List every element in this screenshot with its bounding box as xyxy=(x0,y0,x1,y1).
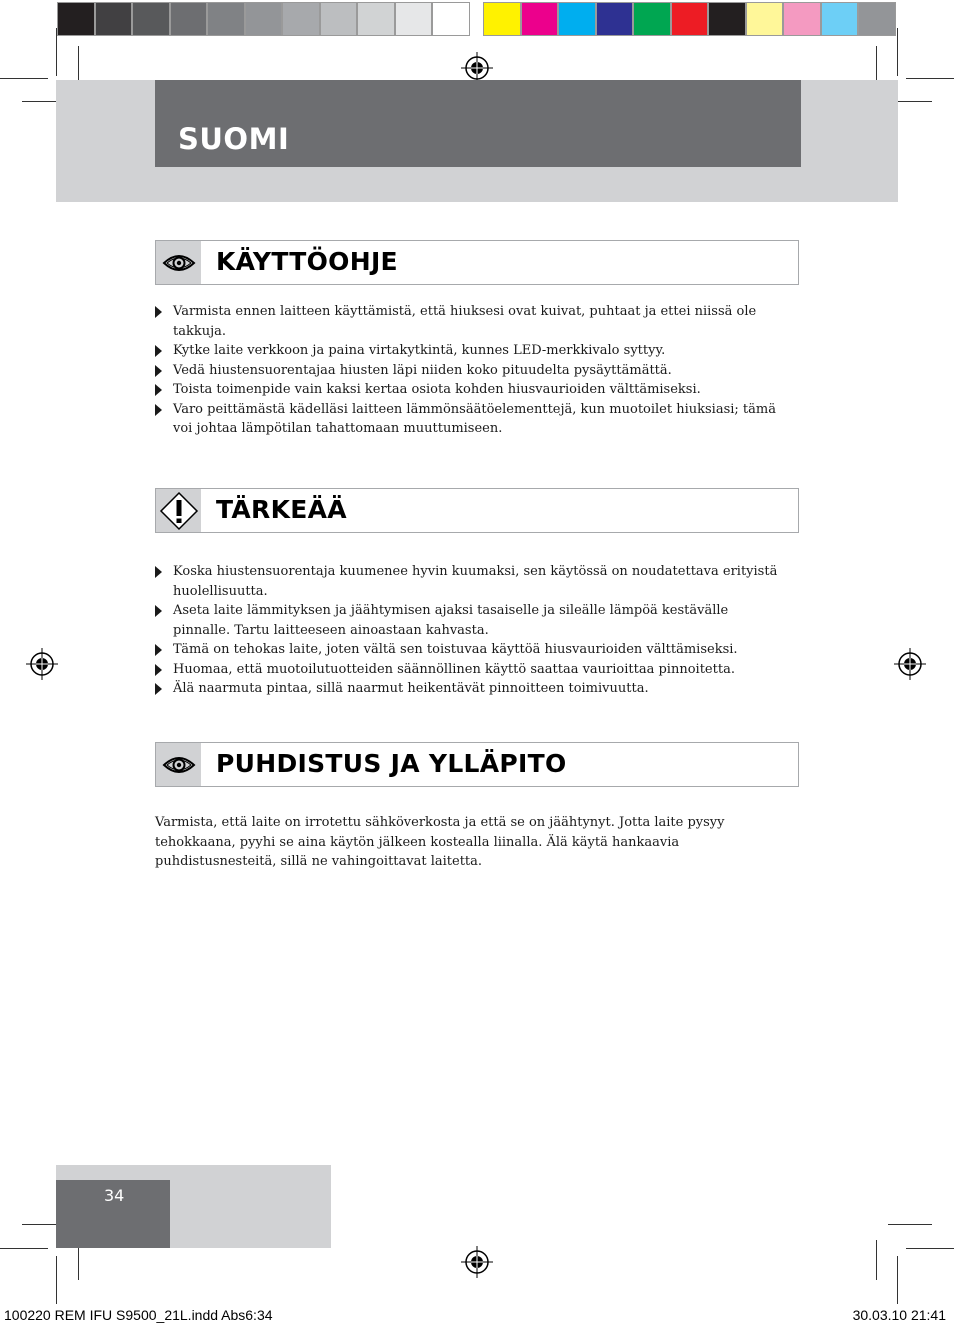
bullet-arrow-icon xyxy=(155,306,162,318)
list-item: Huomaa, että muotoilutuotteiden säännöllinen käyttö saattaa vaurioittaa pinnoitetta. xyxy=(155,660,785,680)
cleaning-paragraph: Varmista, että laite on irrotettu sähköverkosta ja että se on jäähtynyt. Jotta laite pysyy tehokkaana, pyyhi se aina käytön jälkeen kostealla liinalla. Älä käytä hankaavia puhdistusnesteitä, sillä ne vahingoittavat laitetta. xyxy=(155,815,725,869)
color-swatch xyxy=(633,2,671,36)
list-item: Varo peittämästä kädelläsi laitteen lämmönsäätöelementtejä, kun muotoilet hiuksiasi; tämä voi johtaa lämpötilan tahattomaan muuttumiseen. xyxy=(155,400,785,439)
color-swatch xyxy=(746,2,784,36)
registration-mark-icon xyxy=(461,1246,493,1278)
list-item: Varmista ennen laitteen käyttämistä, että hiuksesi ovat kuivat, puhtaat ja ettei niissä ole takkuja. xyxy=(155,302,785,341)
section-header-important xyxy=(155,488,799,533)
bullet-arrow-icon xyxy=(155,605,162,617)
color-swatch xyxy=(207,2,245,36)
color-swatch xyxy=(783,2,821,36)
section-title: KÄYTTÖOHJE xyxy=(216,247,398,276)
color-swatch xyxy=(132,2,170,36)
color-swatch xyxy=(821,2,859,36)
section-title: TÄRKEÄÄ xyxy=(216,495,347,524)
color-swatch xyxy=(95,2,133,36)
important-list xyxy=(155,562,785,699)
bullet-arrow-icon xyxy=(155,644,162,656)
crop-mark xyxy=(897,28,898,76)
process-color-bar xyxy=(483,0,896,38)
bullet-arrow-icon xyxy=(155,566,162,578)
file-slug: 100220 REM IFU S9500_21L.indd Abs6:34 xyxy=(4,1307,273,1323)
list-item: Älä naarmuta pintaa, sillä naarmut heikentävät pinnoitteen toimivuutta. xyxy=(155,679,785,699)
section-title: PUHDISTUS JA YLLÄPITO xyxy=(216,749,567,778)
list-item: Vedä hiustensuorentajaa hiusten läpi niiden koko pituudelta pysäyttämättä. xyxy=(155,361,785,381)
color-swatch xyxy=(858,2,896,36)
color-swatch xyxy=(483,2,521,36)
list-item: Tämä on tehokas laite, joten vältä sen toistuvaa käyttöä hiusvaurioiden välttämiseksi. xyxy=(155,640,785,660)
bullet-arrow-icon xyxy=(155,365,162,377)
crop-mark xyxy=(56,28,57,76)
color-swatch xyxy=(357,2,395,36)
section-header-cleaning xyxy=(155,742,799,787)
crop-mark xyxy=(888,1224,932,1225)
eye-icon xyxy=(156,241,201,284)
section-header-usage xyxy=(155,240,799,285)
color-swatch xyxy=(245,2,283,36)
eye-icon xyxy=(156,743,201,786)
crop-mark xyxy=(0,1248,48,1249)
warning-icon xyxy=(156,489,201,532)
color-swatch xyxy=(708,2,746,36)
color-swatch xyxy=(671,2,709,36)
color-swatch xyxy=(320,2,358,36)
list-item: Koska hiustensuorentaja kuumenee hyvin kuumaksi, sen käytössä on noudatettava erityistä huolellisuutta. xyxy=(155,562,785,601)
registration-mark-icon xyxy=(26,648,58,680)
list-item: Kytke laite verkkoon ja paina virtakytkintä, kunnes LED-merkkivalo syttyy. xyxy=(155,341,785,361)
color-swatch xyxy=(521,2,559,36)
crop-mark xyxy=(906,78,954,79)
color-swatch xyxy=(596,2,634,36)
date-slug: 30.03.10 21:41 xyxy=(852,1307,946,1323)
crop-mark xyxy=(906,1248,954,1249)
color-swatch xyxy=(170,2,208,36)
page-number: 34 xyxy=(104,1186,125,1205)
color-swatch xyxy=(432,2,470,36)
bullet-arrow-icon xyxy=(155,683,162,695)
registration-mark-icon xyxy=(894,648,926,680)
bullet-arrow-icon xyxy=(155,384,162,396)
crop-mark xyxy=(0,78,48,79)
language-title: SUOMI xyxy=(178,122,290,156)
color-swatch xyxy=(57,2,95,36)
bullet-arrow-icon xyxy=(155,664,162,676)
color-swatch xyxy=(282,2,320,36)
list-item: Toista toimenpide vain kaksi kertaa osiota kohden hiusvaurioiden välttämiseksi. xyxy=(155,380,785,400)
usage-list xyxy=(155,302,785,439)
crop-mark xyxy=(897,1256,898,1304)
color-swatch xyxy=(558,2,596,36)
list-item: Aseta laite lämmityksen ja jäähtymisen ajaksi tasaiselle ja sileälle lämpöä kestävälle pinnalle. Tartu laitteeseen ainoastaan kahvasta. xyxy=(155,601,785,640)
bullet-arrow-icon xyxy=(155,404,162,416)
bullet-arrow-icon xyxy=(155,345,162,357)
crop-mark xyxy=(876,1240,877,1280)
crop-mark xyxy=(56,1256,57,1304)
grayscale-color-bar xyxy=(57,0,470,38)
color-swatch xyxy=(395,2,433,36)
